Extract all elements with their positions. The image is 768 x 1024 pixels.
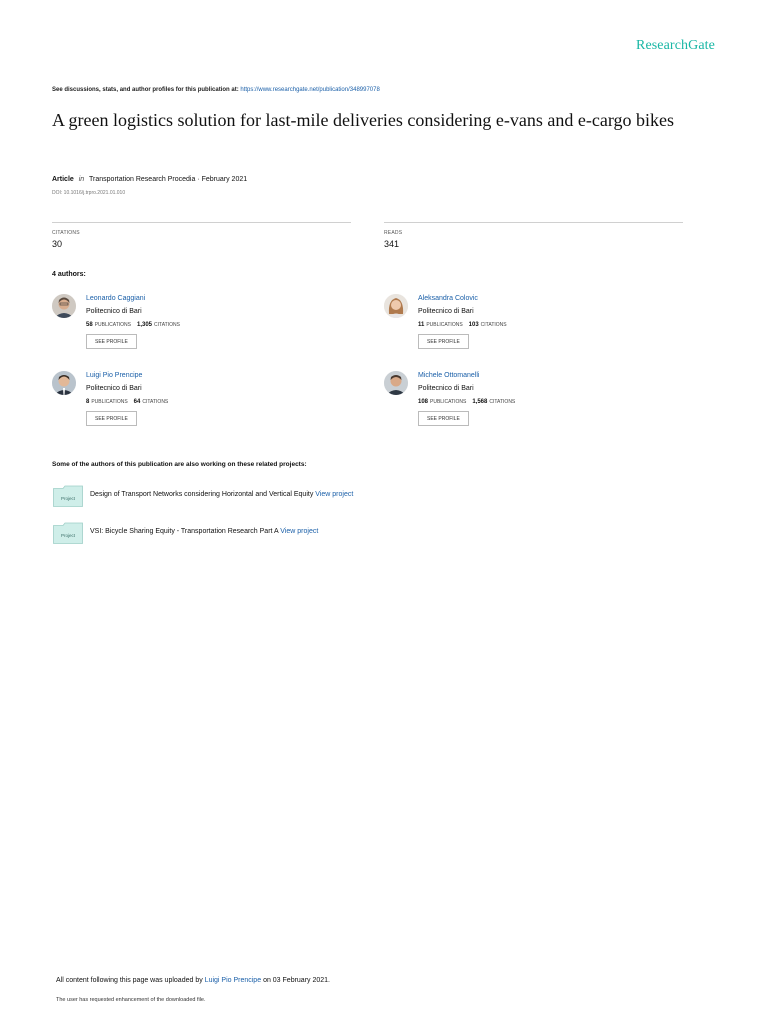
avatar[interactable]	[52, 371, 76, 395]
paper-meta	[52, 176, 247, 183]
see-profile-button[interactable]: SEE PROFILE	[86, 411, 137, 426]
citations-label: CITATIONS	[154, 322, 180, 328]
author-card	[52, 294, 352, 362]
venue-date: Transportation Research Procedia · February 2021	[89, 176, 248, 183]
publications-count: 58	[86, 322, 93, 328]
researchgate-logo[interactable]: ResearchGate	[636, 38, 715, 53]
see-profile-button[interactable]: SEE PROFILE	[418, 334, 469, 349]
author-card	[52, 371, 352, 439]
uploader-link[interactable]: Luigi Pio Prencipe	[204, 977, 262, 984]
author-name-link[interactable]: Leonardo Caggiani	[86, 295, 146, 302]
project-item	[53, 485, 453, 507]
citations-count: 103	[468, 322, 479, 328]
author-name-link[interactable]: Luigi Pio Prencipe	[86, 372, 143, 379]
citations-count: 1,305	[137, 322, 153, 328]
reads-label: READS	[384, 230, 403, 236]
discussion-line	[52, 87, 380, 93]
author-card	[384, 294, 684, 362]
project-icon-label: Project	[60, 496, 76, 501]
upload-prefix: All content following this page was uploaded by	[56, 977, 203, 984]
doi[interactable]: DOI: 10.1016/j.trpro.2021.01.010	[52, 190, 126, 196]
publications-label: PUBLICATIONS	[94, 322, 131, 328]
avatar[interactable]	[384, 371, 408, 395]
citations-count: 64	[133, 399, 141, 405]
citations-value: 30	[52, 239, 63, 249]
author-stats	[86, 399, 174, 405]
discussion-prefix: See discussions, stats, and author profiles for this publication at:	[52, 87, 239, 93]
project-item	[53, 522, 453, 544]
author-institution: Politecnico di Bari	[86, 385, 142, 392]
authors-heading: 4 authors:	[52, 271, 86, 278]
author-institution: Politecnico di Bari	[418, 308, 474, 315]
article-type: Article	[52, 176, 74, 183]
projects-heading: Some of the authors of this publication are also working on these related projects:	[52, 461, 307, 468]
author-card	[384, 371, 684, 439]
project-icon-label: Project	[60, 533, 76, 538]
upload-suffix: on 03 February 2021.	[263, 977, 330, 984]
see-profile-button[interactable]: SEE PROFILE	[86, 334, 137, 349]
author-name-link[interactable]: Aleksandra Colovic	[418, 295, 478, 302]
upload-notice	[56, 977, 330, 984]
project-text	[90, 491, 353, 498]
project-folder-icon	[53, 522, 83, 544]
project-title: Design of Transport Networks considering Horizontal and Vertical Equity	[90, 491, 314, 498]
author-stats	[86, 322, 186, 328]
enhancement-note: The user has requested enhancement of the downloaded file.	[56, 997, 206, 1003]
view-project-link[interactable]: View project	[280, 528, 319, 535]
divider-citations	[52, 222, 351, 223]
author-stats	[418, 399, 521, 405]
avatar[interactable]	[384, 294, 408, 318]
publications-label: PUBLICATIONS	[91, 399, 128, 405]
paper-title: A green logistics solution for last-mile deliveries considering e-vans and e-cargo bikes	[52, 110, 675, 130]
project-text	[90, 528, 318, 535]
citations-label: CITATIONS	[480, 322, 507, 328]
in-label: in	[78, 176, 85, 183]
project-folder-icon	[53, 485, 83, 507]
citations-label: CITATIONS	[142, 399, 169, 405]
citations-label: CITATIONS	[489, 399, 516, 405]
publications-label: PUBLICATIONS	[430, 399, 467, 405]
view-project-link[interactable]: View project	[315, 491, 354, 498]
publications-count: 108	[418, 399, 429, 405]
citations-count: 1,568	[472, 399, 488, 405]
author-institution: Politecnico di Bari	[86, 308, 142, 315]
publications-label: PUBLICATIONS	[426, 322, 463, 328]
project-title: VSI: Bicycle Sharing Equity - Transportation Research Part A	[90, 528, 279, 535]
author-stats	[418, 322, 513, 328]
reads-value: 341	[384, 239, 400, 249]
divider-reads	[384, 222, 683, 223]
author-name-link[interactable]: Michele Ottomanelli	[418, 372, 480, 379]
publications-count: 8	[86, 399, 90, 405]
publications-count: 11	[418, 322, 425, 328]
avatar[interactable]	[52, 294, 76, 318]
citations-label: CITATIONS	[52, 230, 80, 236]
publication-url-link[interactable]: https://www.researchgate.net/publication/348997078	[240, 87, 380, 93]
see-profile-button[interactable]: SEE PROFILE	[418, 411, 469, 426]
author-institution: Politecnico di Bari	[418, 385, 474, 392]
